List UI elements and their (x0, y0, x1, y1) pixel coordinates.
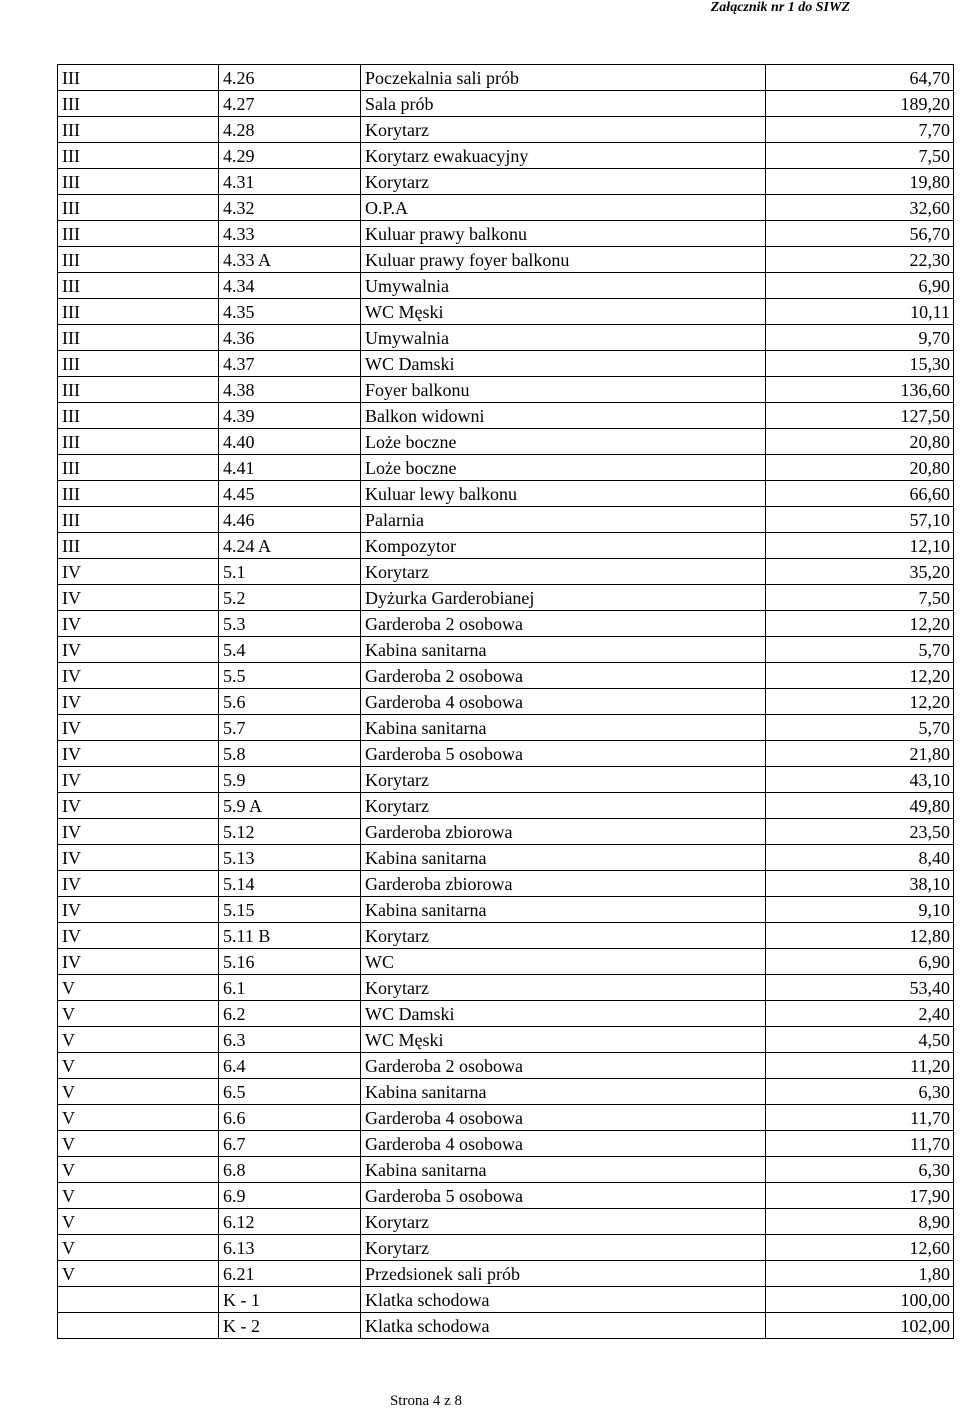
floor-cell: III (58, 507, 219, 533)
room-number-cell: 6.9 (219, 1183, 361, 1209)
area-cell: 64,70 (766, 65, 954, 91)
area-cell: 38,10 (766, 871, 954, 897)
room-number-cell: K - 2 (219, 1313, 361, 1339)
area-cell: 53,40 (766, 975, 954, 1001)
area-cell: 15,30 (766, 351, 954, 377)
room-name-cell: Loże boczne (361, 455, 766, 481)
area-cell: 12,20 (766, 663, 954, 689)
floor-cell: III (58, 533, 219, 559)
room-name-cell: Kabina sanitarna (361, 897, 766, 923)
table-row (58, 247, 954, 273)
area-cell: 11,70 (766, 1105, 954, 1131)
floor-cell: IV (58, 767, 219, 793)
room-name-cell: Garderoba 5 osobowa (361, 741, 766, 767)
floor-cell: IV (58, 559, 219, 585)
room-name-cell: Poczekalnia sali prób (361, 65, 766, 91)
room-name-cell: Garderoba 2 osobowa (361, 611, 766, 637)
area-cell: 20,80 (766, 429, 954, 455)
area-cell: 7,50 (766, 143, 954, 169)
room-name-cell: Przedsionek sali prób (361, 1261, 766, 1287)
table-row (58, 377, 954, 403)
room-name-cell: WC (361, 949, 766, 975)
room-name-cell: Korytarz (361, 923, 766, 949)
table-row (58, 91, 954, 117)
area-cell: 127,50 (766, 403, 954, 429)
floor-cell (58, 1287, 219, 1313)
room-name-cell: Kuluar prawy balkonu (361, 221, 766, 247)
area-cell: 6,90 (766, 949, 954, 975)
room-number-cell: 4.38 (219, 377, 361, 403)
floor-cell: IV (58, 637, 219, 663)
area-cell: 23,50 (766, 819, 954, 845)
floor-cell: III (58, 65, 219, 91)
table-row (58, 169, 954, 195)
area-cell: 35,20 (766, 559, 954, 585)
floor-cell: V (58, 1131, 219, 1157)
room-name-cell: WC Męski (361, 1027, 766, 1053)
area-cell: 43,10 (766, 767, 954, 793)
room-name-cell: Kabina sanitarna (361, 1079, 766, 1105)
room-number-cell: 5.12 (219, 819, 361, 845)
room-number-cell: 4.35 (219, 299, 361, 325)
room-number-cell: 4.27 (219, 91, 361, 117)
floor-cell: V (58, 1079, 219, 1105)
room-name-cell: Korytarz (361, 975, 766, 1001)
room-name-cell: Klatka schodowa (361, 1313, 766, 1339)
floor-cell: III (58, 299, 219, 325)
area-cell: 136,60 (766, 377, 954, 403)
table-row (58, 897, 954, 923)
area-cell: 17,90 (766, 1183, 954, 1209)
table-row (58, 1027, 954, 1053)
area-cell: 19,80 (766, 169, 954, 195)
table-row (58, 949, 954, 975)
room-number-cell: 4.31 (219, 169, 361, 195)
room-number-cell: 6.4 (219, 1053, 361, 1079)
floor-cell: III (58, 221, 219, 247)
room-name-cell: Garderoba 5 osobowa (361, 1183, 766, 1209)
floor-cell: V (58, 1027, 219, 1053)
table-row (58, 923, 954, 949)
room-number-cell: 6.2 (219, 1001, 361, 1027)
room-number-cell: 6.7 (219, 1131, 361, 1157)
room-name-cell: Klatka schodowa (361, 1287, 766, 1313)
room-number-cell: 4.37 (219, 351, 361, 377)
room-name-cell: Kabina sanitarna (361, 1157, 766, 1183)
table-row (58, 455, 954, 481)
floor-cell: V (58, 1209, 219, 1235)
room-number-cell: 6.13 (219, 1235, 361, 1261)
room-number-cell: 4.40 (219, 429, 361, 455)
room-number-cell: 4.29 (219, 143, 361, 169)
floor-cell: IV (58, 611, 219, 637)
floor-cell: IV (58, 793, 219, 819)
room-number-cell: 4.36 (219, 325, 361, 351)
table-row (58, 1053, 954, 1079)
floor-cell: V (58, 1183, 219, 1209)
rooms-table (57, 64, 954, 1339)
table-row (58, 611, 954, 637)
table-row (58, 1235, 954, 1261)
room-name-cell: Korytarz (361, 1235, 766, 1261)
floor-cell: V (58, 975, 219, 1001)
floor-cell: IV (58, 741, 219, 767)
table-row (58, 507, 954, 533)
room-number-cell: 4.46 (219, 507, 361, 533)
area-cell: 5,70 (766, 715, 954, 741)
room-number-cell: 5.3 (219, 611, 361, 637)
room-number-cell: 4.33 A (219, 247, 361, 273)
room-name-cell: Kabina sanitarna (361, 715, 766, 741)
area-cell: 11,20 (766, 1053, 954, 1079)
table-row (58, 1209, 954, 1235)
room-number-cell: 5.6 (219, 689, 361, 715)
area-cell: 189,20 (766, 91, 954, 117)
room-name-cell: Garderoba zbiorowa (361, 871, 766, 897)
table-row (58, 429, 954, 455)
room-name-cell: Garderoba 4 osobowa (361, 1105, 766, 1131)
floor-cell: III (58, 143, 219, 169)
room-name-cell: WC Damski (361, 351, 766, 377)
room-name-cell: Garderoba 4 osobowa (361, 689, 766, 715)
room-number-cell: 6.6 (219, 1105, 361, 1131)
room-name-cell: Garderoba 4 osobowa (361, 1131, 766, 1157)
area-cell: 100,00 (766, 1287, 954, 1313)
room-number-cell: 4.39 (219, 403, 361, 429)
floor-cell: III (58, 247, 219, 273)
table-row (58, 845, 954, 871)
room-number-cell: 4.28 (219, 117, 361, 143)
table-row (58, 871, 954, 897)
floor-cell: III (58, 429, 219, 455)
room-number-cell: 5.2 (219, 585, 361, 611)
room-name-cell: Kabina sanitarna (361, 845, 766, 871)
table-row (58, 1079, 954, 1105)
floor-cell: IV (58, 585, 219, 611)
area-cell: 4,50 (766, 1027, 954, 1053)
room-number-cell: 6.1 (219, 975, 361, 1001)
area-cell: 9,70 (766, 325, 954, 351)
floor-cell: IV (58, 819, 219, 845)
floor-cell: IV (58, 871, 219, 897)
floor-cell: IV (58, 663, 219, 689)
area-cell: 8,90 (766, 1209, 954, 1235)
area-cell: 2,40 (766, 1001, 954, 1027)
room-number-cell: K - 1 (219, 1287, 361, 1313)
floor-cell: V (58, 1261, 219, 1287)
area-cell: 12,10 (766, 533, 954, 559)
room-number-cell: 6.12 (219, 1209, 361, 1235)
room-name-cell: Kompozytor (361, 533, 766, 559)
floor-cell: IV (58, 923, 219, 949)
area-cell: 5,70 (766, 637, 954, 663)
table-row (58, 975, 954, 1001)
area-cell: 6,30 (766, 1157, 954, 1183)
room-name-cell: Palarnia (361, 507, 766, 533)
floor-cell: III (58, 455, 219, 481)
room-name-cell: Kabina sanitarna (361, 637, 766, 663)
table-row (58, 767, 954, 793)
table-row (58, 715, 954, 741)
table-row (58, 1313, 954, 1339)
floor-cell: III (58, 325, 219, 351)
room-name-cell: Garderoba zbiorowa (361, 819, 766, 845)
room-name-cell: Korytarz (361, 169, 766, 195)
floor-cell: III (58, 377, 219, 403)
table-row (58, 351, 954, 377)
floor-cell: IV (58, 715, 219, 741)
table-row (58, 1105, 954, 1131)
floor-cell: III (58, 273, 219, 299)
floor-cell: V (58, 1105, 219, 1131)
room-name-cell: WC Męski (361, 299, 766, 325)
floor-cell: IV (58, 689, 219, 715)
floor-cell: V (58, 1053, 219, 1079)
table-row (58, 559, 954, 585)
room-number-cell: 6.21 (219, 1261, 361, 1287)
table-row (58, 663, 954, 689)
area-cell: 12,80 (766, 923, 954, 949)
room-number-cell: 5.9 A (219, 793, 361, 819)
area-cell: 21,80 (766, 741, 954, 767)
room-number-cell: 5.7 (219, 715, 361, 741)
floor-cell: III (58, 351, 219, 377)
room-number-cell: 5.4 (219, 637, 361, 663)
floor-cell: III (58, 169, 219, 195)
room-number-cell: 4.41 (219, 455, 361, 481)
room-name-cell: O.P.A (361, 195, 766, 221)
table-row (58, 533, 954, 559)
room-number-cell: 4.32 (219, 195, 361, 221)
table-row (58, 1287, 954, 1313)
room-number-cell: 5.15 (219, 897, 361, 923)
table-row (58, 1001, 954, 1027)
room-name-cell: Garderoba 2 osobowa (361, 663, 766, 689)
room-name-cell: Dyżurka Garderobianej (361, 585, 766, 611)
table-row (58, 1131, 954, 1157)
room-number-cell: 6.5 (219, 1079, 361, 1105)
area-cell: 57,10 (766, 507, 954, 533)
room-name-cell: Balkon widowni (361, 403, 766, 429)
room-number-cell: 5.1 (219, 559, 361, 585)
area-cell: 56,70 (766, 221, 954, 247)
document-header: Załącznik nr 1 do SIWZ (710, 0, 850, 15)
floor-cell: IV (58, 845, 219, 871)
area-cell: 102,00 (766, 1313, 954, 1339)
area-cell: 12,20 (766, 611, 954, 637)
area-cell: 22,30 (766, 247, 954, 273)
table-row (58, 1183, 954, 1209)
room-name-cell: Loże boczne (361, 429, 766, 455)
table-row (58, 819, 954, 845)
rooms-table-body (58, 65, 954, 1339)
room-name-cell: Korytarz (361, 793, 766, 819)
area-cell: 1,80 (766, 1261, 954, 1287)
area-cell: 6,30 (766, 1079, 954, 1105)
floor-cell: III (58, 481, 219, 507)
table-row (58, 143, 954, 169)
room-name-cell: Kuluar lewy balkonu (361, 481, 766, 507)
area-cell: 6,90 (766, 273, 954, 299)
floor-cell: IV (58, 949, 219, 975)
room-number-cell: 4.26 (219, 65, 361, 91)
area-cell: 32,60 (766, 195, 954, 221)
table-row (58, 299, 954, 325)
room-name-cell: Umywalnia (361, 325, 766, 351)
floor-cell: V (58, 1235, 219, 1261)
table-row (58, 403, 954, 429)
floor-cell: V (58, 1001, 219, 1027)
table-row (58, 221, 954, 247)
table-row (58, 741, 954, 767)
floor-cell: III (58, 195, 219, 221)
room-name-cell: WC Damski (361, 1001, 766, 1027)
table-row (58, 117, 954, 143)
room-number-cell: 5.5 (219, 663, 361, 689)
room-number-cell: 5.9 (219, 767, 361, 793)
floor-cell (58, 1313, 219, 1339)
floor-cell: V (58, 1157, 219, 1183)
room-number-cell: 4.33 (219, 221, 361, 247)
area-cell: 12,20 (766, 689, 954, 715)
page-number: Strona 4 z 8 (389, 1393, 463, 1409)
room-number-cell: 4.24 A (219, 533, 361, 559)
table-row (58, 689, 954, 715)
room-number-cell: 5.11 B (219, 923, 361, 949)
table-row (58, 325, 954, 351)
room-number-cell: 5.8 (219, 741, 361, 767)
area-cell: 7,70 (766, 117, 954, 143)
room-number-cell: 4.34 (219, 273, 361, 299)
room-number-cell: 5.13 (219, 845, 361, 871)
table-row (58, 195, 954, 221)
table-row (58, 793, 954, 819)
area-cell: 10,11 (766, 299, 954, 325)
room-name-cell: Kuluar prawy foyer balkonu (361, 247, 766, 273)
table-row (58, 637, 954, 663)
room-name-cell: Foyer balkonu (361, 377, 766, 403)
room-name-cell: Korytarz (361, 1209, 766, 1235)
table-row (58, 1261, 954, 1287)
room-number-cell: 5.16 (219, 949, 361, 975)
room-name-cell: Umywalnia (361, 273, 766, 299)
area-cell: 9,10 (766, 897, 954, 923)
room-name-cell: Korytarz ewakuacyjny (361, 143, 766, 169)
area-cell: 20,80 (766, 455, 954, 481)
room-name-cell: Garderoba 2 osobowa (361, 1053, 766, 1079)
room-name-cell: Korytarz (361, 559, 766, 585)
area-cell: 12,60 (766, 1235, 954, 1261)
floor-cell: IV (58, 897, 219, 923)
room-number-cell: 4.45 (219, 481, 361, 507)
room-name-cell: Sala prób (361, 91, 766, 117)
floor-cell: III (58, 403, 219, 429)
area-cell: 66,60 (766, 481, 954, 507)
area-cell: 7,50 (766, 585, 954, 611)
room-number-cell: 6.8 (219, 1157, 361, 1183)
room-number-cell: 5.14 (219, 871, 361, 897)
floor-cell: III (58, 91, 219, 117)
room-number-cell: 6.3 (219, 1027, 361, 1053)
area-cell: 8,40 (766, 845, 954, 871)
floor-cell: III (58, 117, 219, 143)
table-row (58, 481, 954, 507)
room-name-cell: Korytarz (361, 767, 766, 793)
table-row (58, 65, 954, 91)
table-row (58, 273, 954, 299)
table-row (58, 1157, 954, 1183)
area-cell: 49,80 (766, 793, 954, 819)
table-row (58, 585, 954, 611)
room-name-cell: Korytarz (361, 117, 766, 143)
area-cell: 11,70 (766, 1131, 954, 1157)
